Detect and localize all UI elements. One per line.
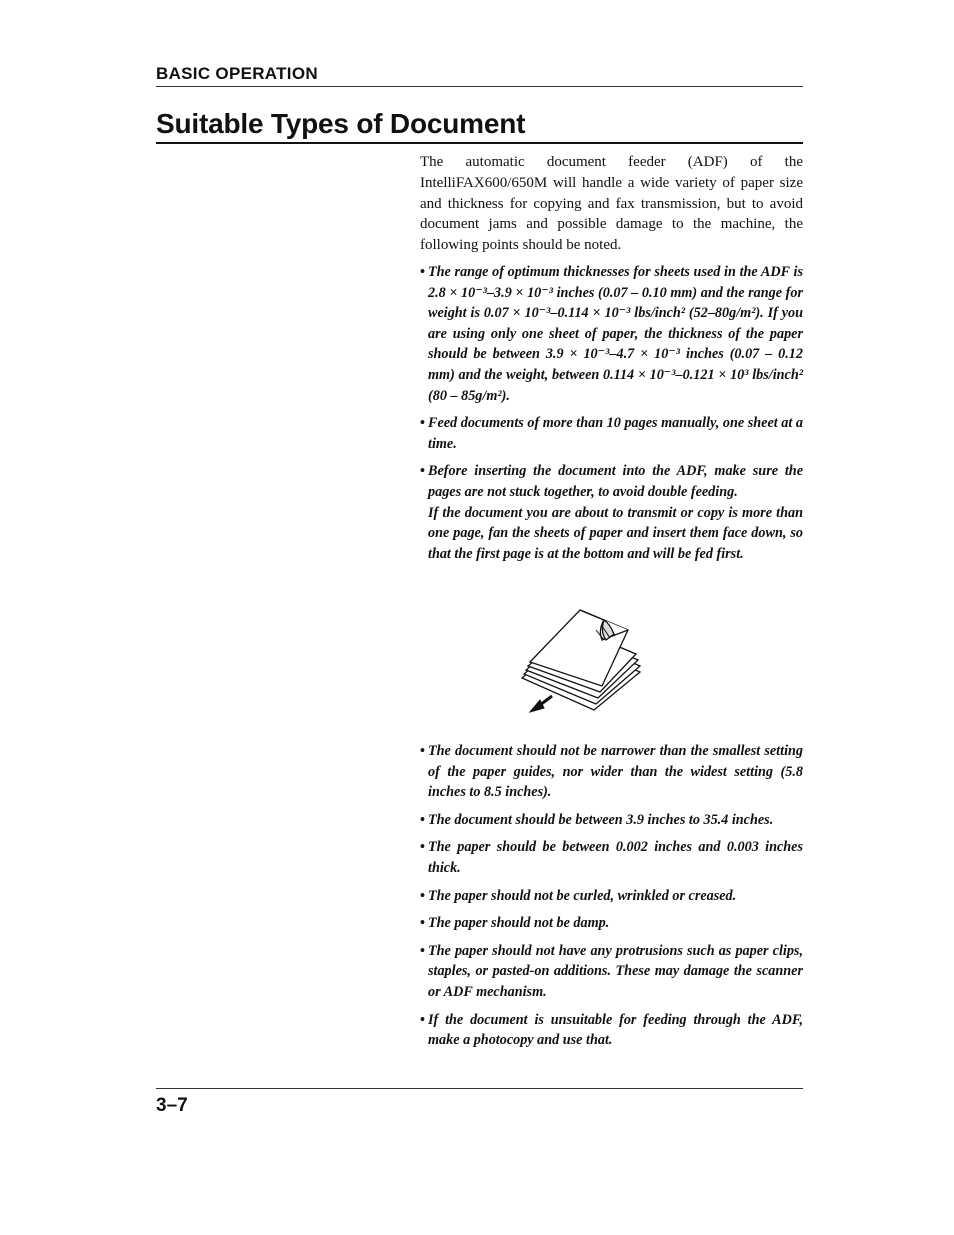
bullet-manual-feed: • Feed documents of more than 10 pages manually, one sheet at a time. — [420, 415, 803, 452]
bullet-dot: • — [420, 887, 425, 904]
bullet-list-bottom — [420, 741, 803, 1058]
bullet-fan-sheets: If the document you are about to transmit or copy is more than one page, fan the sheets of paper and insert them face down, so that the first page is at the bottom and will be fed first. — [428, 504, 803, 562]
bullet-width-limits: • The document should not be narrower than the smallest setting of the paper guides, nor wider than the widest setting (5.8 inches to 8.5 inches). — [420, 743, 803, 801]
bullet-thickness-range: • The range of optimum thicknesses for sheets used in the ADF is 2.8 × 10⁻³–3.9 × 10⁻³ inches (0.07 – 0.10 mm) and the range for weight is 0.07 × 10⁻³–0.114 × 10⁻³ lbs/inch² (52–80g/m²). If you are using only one sheet of paper, the thickness of the paper should be between 3.9 × 10⁻³–4.7 × 10⁻³ inches (0.07 – 0.12 mm) and the weight, between 0.114 × 10⁻³–0.121 × 10³ lbs/inch² (80 – 85g/m²). — [420, 264, 803, 404]
bullet-not-curled: • The paper should not be curled, wrinkled or creased. — [420, 886, 803, 907]
fanned-document-stack-icon — [510, 600, 650, 720]
bullet-dot: • — [420, 811, 425, 828]
bullet-dot: • — [420, 915, 425, 932]
fanned-document-figure — [510, 600, 650, 720]
bullet-dot: • — [420, 264, 425, 280]
bullet-dot: • — [420, 942, 425, 959]
page-title: Suitable Types of Document — [156, 108, 526, 139]
bullet-paper-thickness: • The paper should be between 0.002 inches and 0.003 inches thick. — [420, 839, 803, 876]
bullet-dot: • — [420, 839, 425, 856]
bullet-not-damp: • The paper should not be damp. — [420, 913, 803, 934]
bullet-dot: • — [420, 463, 425, 480]
intro-paragraph: The automatic document feeder (ADF) of the IntelliFAX600/650M will handle a wide variety of paper size and thickness for copying and fax transmission, but to avoid document jams and possible damage to the machine, the following points should be noted. — [420, 154, 803, 254]
bullet-dot: • — [420, 415, 425, 432]
bullet-list-top — [420, 262, 803, 571]
bullet-length-limits: • The document should be between 3.9 inches to 35.4 inches. — [420, 810, 803, 831]
bullet-dot: • — [420, 1011, 425, 1028]
footer-rule — [156, 1088, 803, 1089]
header-rule — [156, 86, 803, 87]
bullet-no-protrusions: • The paper should not have any protrusions such as paper clips, staples, or pasted-on additions. These may damage the scanner or ADF mechanism. — [420, 942, 803, 1000]
section-label: BASIC OPERATION — [156, 64, 318, 83]
bullet-stuck-pages: • Before inserting the document into the ADF, make sure the pages are not stuck together, to avoid double feeding. If the document you are about to transmit or copy is more than one page, fan the sheets of paper and insert them face down, so that the first page is at the bottom and will be fed first. — [420, 461, 803, 564]
bullet-photocopy: • If the document is unsuitable for feeding through the ADF, make a photocopy and use that. — [420, 1011, 803, 1049]
bullet-dot: • — [420, 743, 425, 759]
title-rule — [156, 142, 803, 144]
page-number: 3–7 — [156, 1095, 188, 1116]
